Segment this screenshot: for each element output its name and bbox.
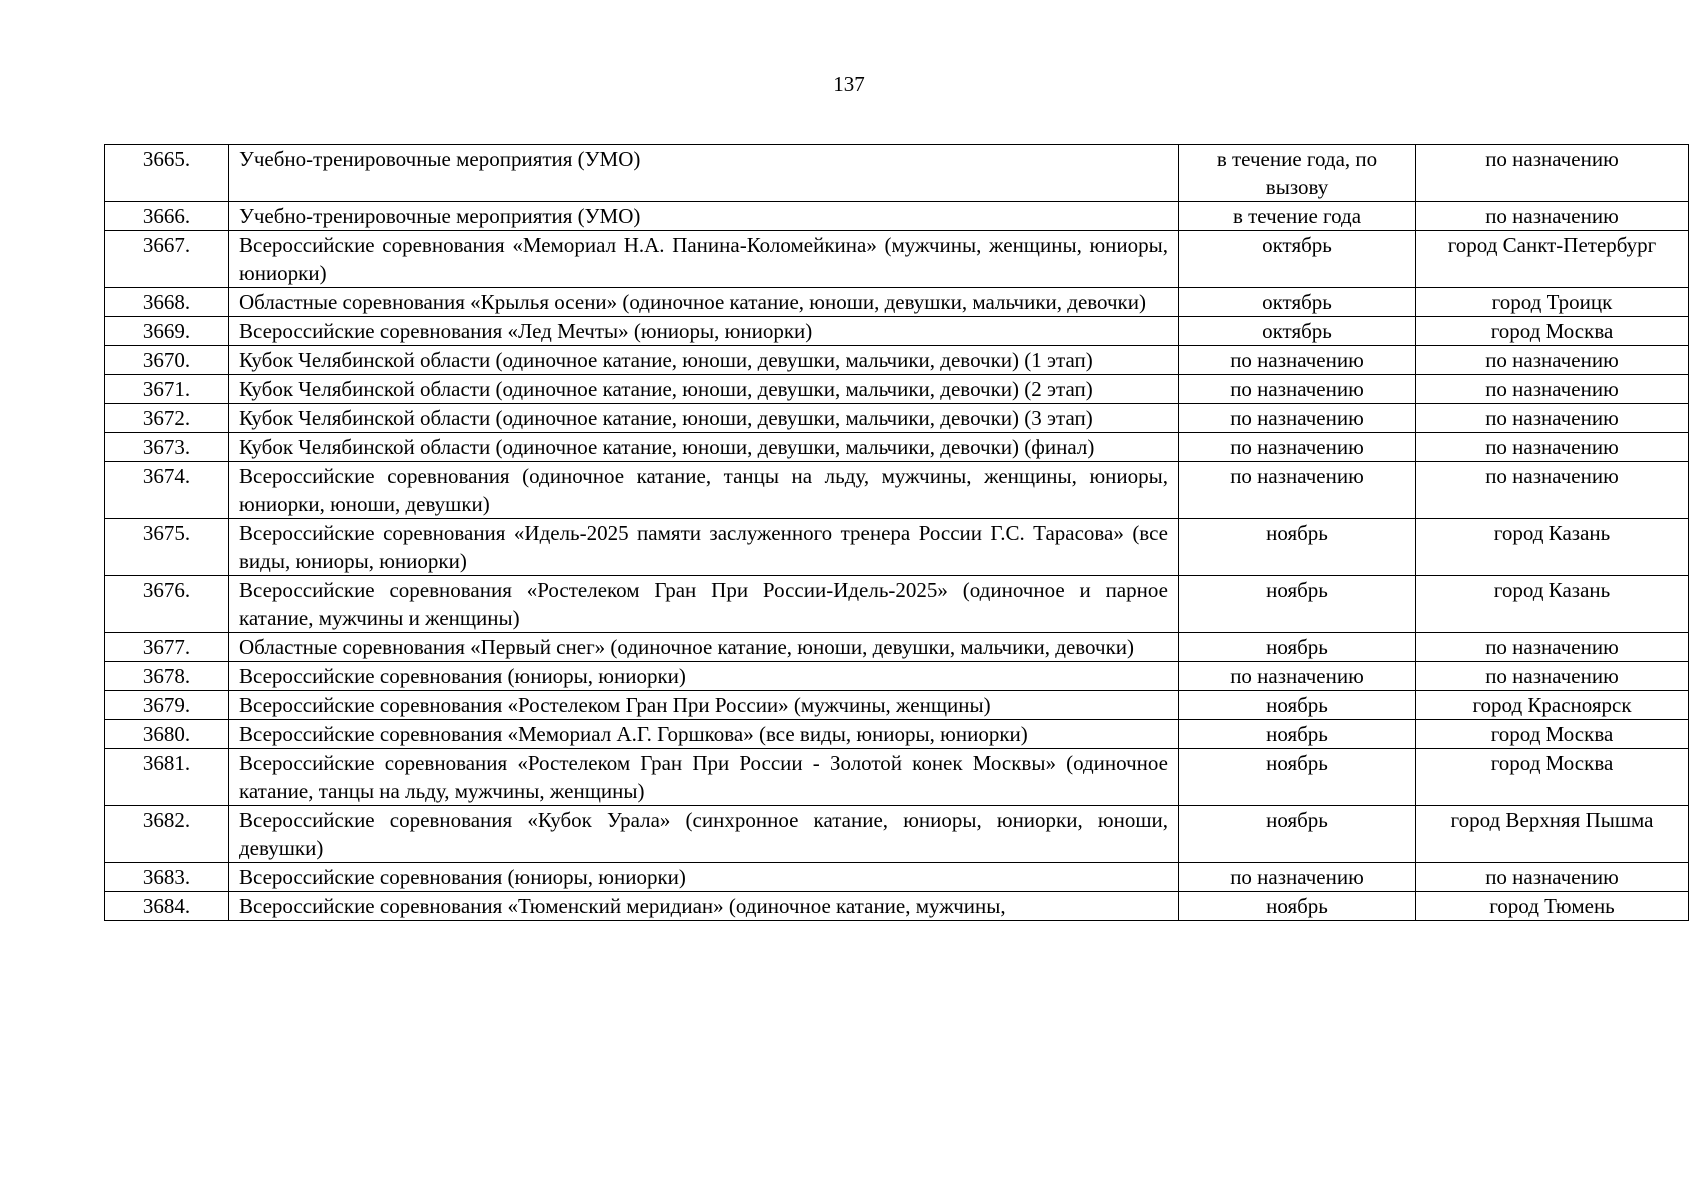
table-row (105, 806, 1689, 863)
event-place-cell: город Казань (1416, 519, 1689, 576)
table-row (105, 749, 1689, 806)
row-number-cell: 3669. (105, 317, 229, 346)
event-place-cell: по назначению (1416, 404, 1689, 433)
event-date-cell: ноябрь (1179, 633, 1416, 662)
event-name-cell: Кубок Челябинской области (одиночное катание, юноши, девушки, мальчики, девочки) (финал) (229, 433, 1179, 462)
event-place-cell: город Москва (1416, 720, 1689, 749)
table-row (105, 404, 1689, 433)
event-place-cell: по назначению (1416, 662, 1689, 691)
event-name-cell: Кубок Челябинской области (одиночное катание, юноши, девушки, мальчики, девочки) (1 этап) (229, 346, 1179, 375)
table-row (105, 662, 1689, 691)
event-date-cell: ноябрь (1179, 720, 1416, 749)
event-name-cell: Всероссийские соревнования «Ростелеком Гран При России» (мужчины, женщины) (229, 691, 1179, 720)
event-date-cell: ноябрь (1179, 749, 1416, 806)
event-name-cell: Кубок Челябинской области (одиночное катание, юноши, девушки, мальчики, девочки) (3 этап) (229, 404, 1179, 433)
event-name-cell: Всероссийские соревнования (юниоры, юниорки) (229, 662, 1179, 691)
event-name-cell: Всероссийские соревнования «Кубок Урала» (синхронное катание, юниоры, юниорки, юноши, девушки) (229, 806, 1179, 863)
table-row (105, 633, 1689, 662)
event-name-cell: Всероссийские соревнования «Мемориал А.Г. Горшкова» (все виды, юниоры, юниорки) (229, 720, 1179, 749)
event-date-cell: ноябрь (1179, 691, 1416, 720)
event-name-cell: Всероссийские соревнования «Ростелеком Гран При России - Золотой конек Москвы» (одиночное катание, танцы на льду, мужчины, женщины) (229, 749, 1179, 806)
row-number-cell: 3667. (105, 231, 229, 288)
event-date-cell: ноябрь (1179, 519, 1416, 576)
event-date-cell: по назначению (1179, 375, 1416, 404)
table-row (105, 720, 1689, 749)
event-place-cell: город Казань (1416, 576, 1689, 633)
event-name-cell: Учебно-тренировочные мероприятия (УМО) (229, 202, 1179, 231)
table-row (105, 433, 1689, 462)
event-place-cell: город Троицк (1416, 288, 1689, 317)
row-number-cell: 3681. (105, 749, 229, 806)
table-row (105, 317, 1689, 346)
event-name-cell: Областные соревнования «Первый снег» (одиночное катание, юноши, девушки, мальчики, девочки) (229, 633, 1179, 662)
row-number-cell: 3671. (105, 375, 229, 404)
table-row (105, 346, 1689, 375)
row-number-cell: 3679. (105, 691, 229, 720)
event-place-cell: по назначению (1416, 375, 1689, 404)
event-name-cell: Всероссийские соревнования (юниоры, юниорки) (229, 863, 1179, 892)
table-row (105, 288, 1689, 317)
event-name-cell: Всероссийские соревнования «Лед Мечты» (юниоры, юниорки) (229, 317, 1179, 346)
event-place-cell: по назначению (1416, 863, 1689, 892)
event-place-cell: город Москва (1416, 749, 1689, 806)
table-row (105, 462, 1689, 519)
row-number-cell: 3674. (105, 462, 229, 519)
event-place-cell: город Верхняя Пышма (1416, 806, 1689, 863)
event-date-cell: ноябрь (1179, 892, 1416, 921)
event-place-cell: город Тюмень (1416, 892, 1689, 921)
table-row (105, 145, 1689, 202)
table-row (105, 231, 1689, 288)
event-name-cell: Всероссийские соревнования «Тюменский меридиан» (одиночное катание, мужчины, (229, 892, 1179, 921)
event-place-cell: по назначению (1416, 462, 1689, 519)
row-number-cell: 3676. (105, 576, 229, 633)
event-name-cell: Всероссийские соревнования «Идель-2025 памяти заслуженного тренера России Г.С. Тарасова» (все виды, юниоры, юниорки) (229, 519, 1179, 576)
event-date-cell: по назначению (1179, 662, 1416, 691)
event-date-cell: ноябрь (1179, 576, 1416, 633)
event-date-cell: октябрь (1179, 317, 1416, 346)
table-row (105, 892, 1689, 921)
event-place-cell: по назначению (1416, 145, 1689, 202)
table-row (105, 863, 1689, 892)
table-row (105, 519, 1689, 576)
row-number-cell: 3680. (105, 720, 229, 749)
row-number-cell: 3682. (105, 806, 229, 863)
event-place-cell: по назначению (1416, 633, 1689, 662)
events-table (104, 144, 1689, 921)
event-name-cell: Областные соревнования «Крылья осени» (одиночное катание, юноши, девушки, мальчики, девочки) (229, 288, 1179, 317)
event-name-cell: Всероссийские соревнования «Ростелеком Гран При России-Идель-2025» (одиночное и парное катание, мужчины и женщины) (229, 576, 1179, 633)
event-date-cell: по назначению (1179, 462, 1416, 519)
table-row (105, 375, 1689, 404)
event-date-cell: октябрь (1179, 231, 1416, 288)
table-row (105, 691, 1689, 720)
row-number-cell: 3668. (105, 288, 229, 317)
event-date-cell: в течение года, по вызову (1179, 145, 1416, 202)
event-place-cell: по назначению (1416, 202, 1689, 231)
row-number-cell: 3677. (105, 633, 229, 662)
event-place-cell: город Красноярск (1416, 691, 1689, 720)
event-name-cell: Кубок Челябинской области (одиночное катание, юноши, девушки, мальчики, девочки) (2 этап) (229, 375, 1179, 404)
event-name-cell: Всероссийские соревнования «Мемориал Н.А. Панина-Коломейкина» (мужчины, женщины, юниоры, юниорки) (229, 231, 1179, 288)
event-date-cell: октябрь (1179, 288, 1416, 317)
event-place-cell: по назначению (1416, 346, 1689, 375)
event-date-cell: ноябрь (1179, 806, 1416, 863)
row-number-cell: 3683. (105, 863, 229, 892)
event-date-cell: по назначению (1179, 863, 1416, 892)
event-name-cell: Учебно-тренировочные мероприятия (УМО) (229, 145, 1179, 202)
table-row (105, 576, 1689, 633)
row-number-cell: 3665. (105, 145, 229, 202)
row-number-cell: 3673. (105, 433, 229, 462)
event-place-cell: город Москва (1416, 317, 1689, 346)
event-date-cell: по назначению (1179, 346, 1416, 375)
table-row (105, 202, 1689, 231)
event-place-cell: город Санкт-Петербург (1416, 231, 1689, 288)
row-number-cell: 3666. (105, 202, 229, 231)
row-number-cell: 3675. (105, 519, 229, 576)
row-number-cell: 3670. (105, 346, 229, 375)
row-number-cell: 3684. (105, 892, 229, 921)
events-table-body (105, 145, 1689, 921)
event-date-cell: по назначению (1179, 404, 1416, 433)
event-date-cell: по назначению (1179, 433, 1416, 462)
event-date-cell: в течение года (1179, 202, 1416, 231)
event-place-cell: по назначению (1416, 433, 1689, 462)
event-name-cell: Всероссийские соревнования (одиночное катание, танцы на льду, мужчины, женщины, юниоры, юниорки, юноши, девушки) (229, 462, 1179, 519)
page-number: 137 (833, 72, 865, 96)
row-number-cell: 3678. (105, 662, 229, 691)
row-number-cell: 3672. (105, 404, 229, 433)
